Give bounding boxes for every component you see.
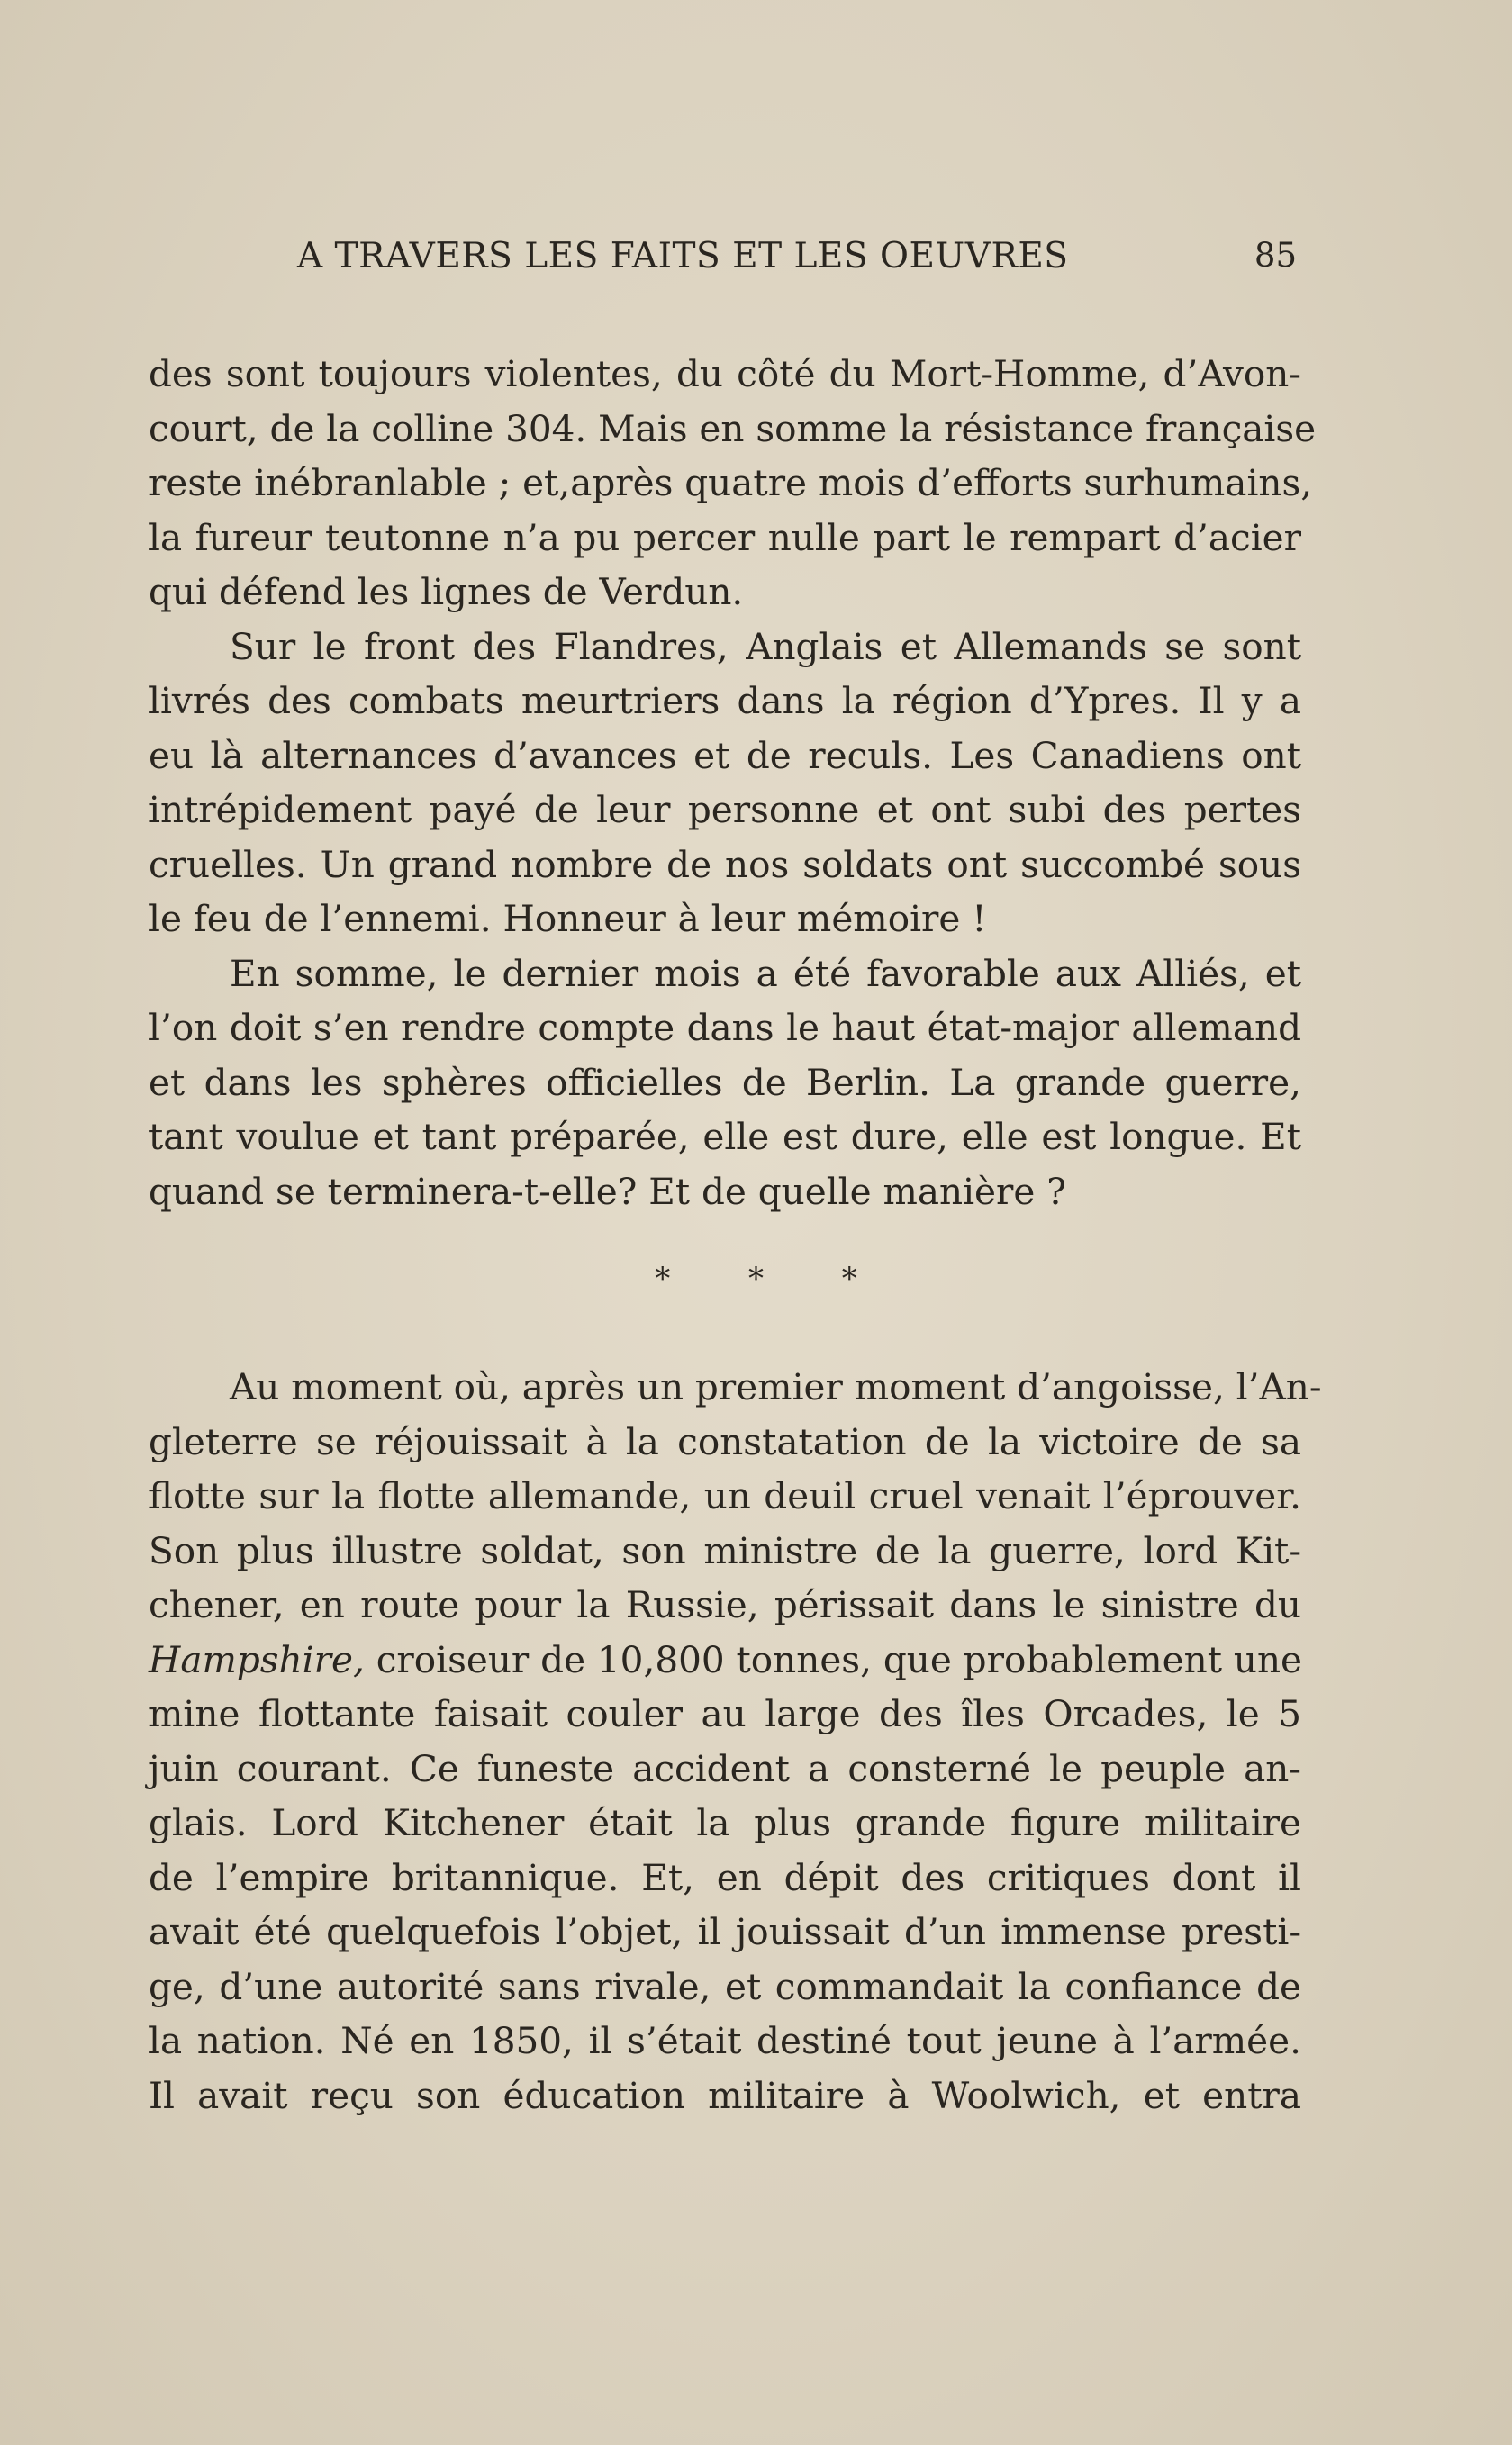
- text-line: livrés des combats meurtriers dans la région d’Ypres. Il y a: [149, 679, 1301, 722]
- text-line: intrépidement payé de leur personne et ont subi des pertes: [149, 788, 1301, 831]
- text-line: qui défend les lignes de Verdun.: [149, 570, 744, 613]
- ship-line-rest: croiseur de 10,800 tonnes, que probablement une: [364, 1637, 1303, 1681]
- text-line: tant voulue et tant préparée, elle est dure, elle est longue. Et: [149, 1115, 1301, 1158]
- ship-name: Hampshire,: [149, 1637, 365, 1681]
- text-line: En somme, le dernier mois a été favorable aux Alliés, et: [230, 951, 1301, 995]
- text-line: des sont toujours violentes, du côté du Mort-Homme, d’Avon-: [149, 352, 1301, 395]
- text-line: mine flottante faisait couler au large des îles Orcades, le 5: [149, 1692, 1301, 1735]
- text-line: Au moment où, après un premier moment d’angoisse, l’An-: [230, 1365, 1322, 1408]
- text-line: Il avait reçu son éducation militaire à Woolwich, et entra: [149, 2073, 1301, 2117]
- text-line: avait été quelquefois l’objet, il jouissait d’un immense presti-: [149, 1910, 1301, 1953]
- text-line: et dans les sphères officielles de Berlin. La grande guerre,: [149, 1060, 1301, 1104]
- text-line: de l’empire britannique. Et, en dépit des critiques dont il: [149, 1855, 1301, 1899]
- text-line: flotte sur la flotte allemande, un deuil cruel venait l’éprouver.: [149, 1474, 1301, 1517]
- page-header: [297, 236, 1297, 281]
- text-line: la nation. Né en 1850, il s’était destiné tout jeune à l’armée.: [149, 2019, 1301, 2062]
- text-line-ship: [149, 1633, 1301, 1688]
- text-line: glais. Lord Kitchener était la plus grande figure militaire: [149, 1801, 1301, 1844]
- text-line: juin courant. Ce funeste accident a consterné le peuple an-: [149, 1746, 1301, 1790]
- section-separator: * * *: [655, 1261, 892, 1297]
- text-line: eu là alternances d’avances et de reculs. Les Canadiens ont: [149, 733, 1301, 777]
- text-line: cruelles. Un grand nombre de nos soldats ont succombé sous: [149, 842, 1301, 886]
- page-number: 85: [1254, 236, 1297, 275]
- text-line: l’on doit s’en rendre compte dans le haut état-major allemand: [149, 1006, 1301, 1049]
- text-block-kitchener: [149, 1360, 1322, 2123]
- text-block-verdun: [149, 347, 1317, 1218]
- text-line: court, de la colline 304. Mais en somme la résistance française: [149, 406, 1317, 450]
- text-line: chener, en route pour la Russie, périssait dans le sinistre du: [149, 1583, 1301, 1626]
- text-line: Son plus illustre soldat, son ministre de la guerre, lord Kit-: [149, 1528, 1301, 1572]
- running-title: A TRAVERS LES FAITS ET LES OEUVRES: [297, 236, 1069, 276]
- text-line: Sur le front des Flandres, Anglais et Allemands se sont: [230, 624, 1301, 668]
- text-line: quand se terminera-t-elle? Et de quelle manière ?: [149, 1169, 1066, 1213]
- text-line: la fureur teutonne n’a pu percer nulle part le rempart d’acier: [149, 515, 1301, 559]
- text-line: ge, d’une autorité sans rivale, et commandait la confiance de: [149, 1964, 1301, 2008]
- text-line: gleterre se réjouissait à la constatation de la victoire de sa: [149, 1419, 1301, 1463]
- text-line: le feu de l’ennemi. Honneur à leur mémoire !: [149, 897, 987, 940]
- text-line: reste inébranlable ; et,après quatre mois d’efforts surhumains,: [149, 461, 1313, 504]
